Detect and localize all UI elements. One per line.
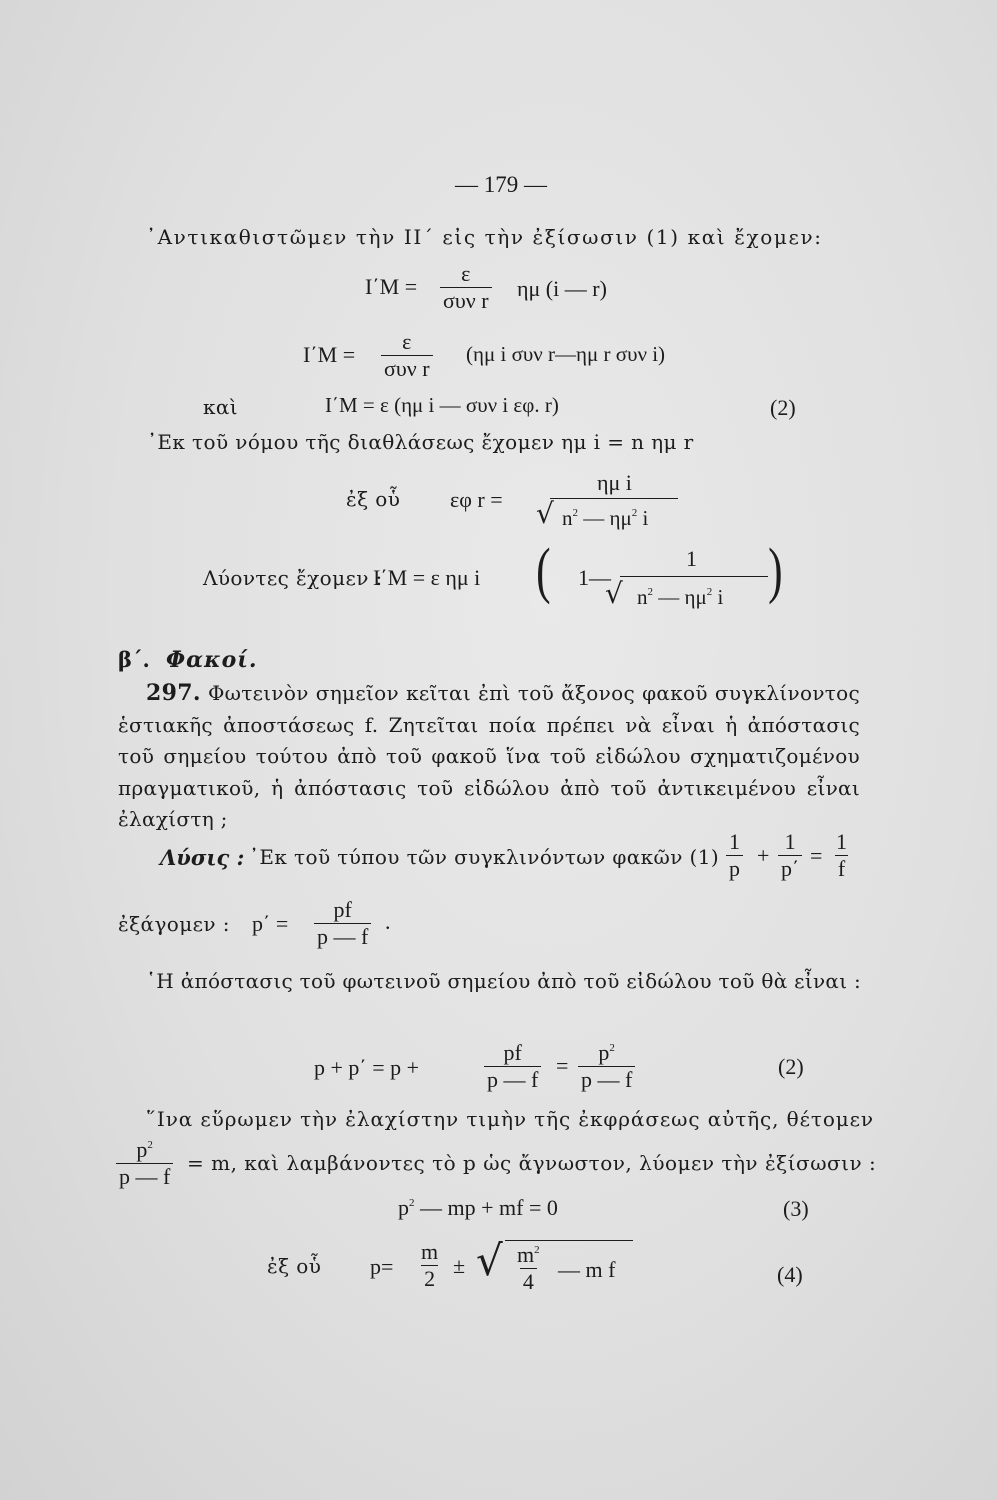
eq2-numerator: ε	[402, 329, 412, 354]
eq1-denominator: συν r	[440, 287, 492, 313]
sub-numerator: $p^2$	[136, 1137, 153, 1162]
page-number: — 179 —	[455, 172, 547, 197]
intro-text: ᾿Αντικαθιστῶμεν τὴν ΙΙ΄ εἰς τὴν ἐξίσωσιν (1) καὶ ἔχομεν:	[146, 225, 823, 249]
eq1-lhs: Ι΄Μ =	[365, 274, 418, 299]
sub-num-p: p	[136, 1137, 148, 1162]
final-number: (4)	[777, 1262, 803, 1287]
quadratic-number: (3)	[783, 1196, 809, 1221]
eq2-denominator: συν r	[381, 355, 433, 381]
left-paren-icon: (	[536, 537, 551, 605]
sub-denominator: p — f	[116, 1163, 173, 1189]
derive-dot: .	[385, 909, 391, 934]
final-rnum-m: m	[517, 1242, 535, 1267]
derive-lhs: p΄ =	[252, 911, 289, 936]
eq4-den-i: i	[642, 506, 649, 530]
lens-f2-den: p΄	[778, 855, 802, 881]
lens-f1-num: 1	[729, 829, 740, 854]
eq4-fraction-bar	[550, 498, 678, 499]
final-rest: — m f	[558, 1257, 616, 1282]
final-sqrt-bar	[505, 1240, 633, 1241]
eq1-numerator: ε	[461, 261, 471, 286]
sqrt-icon: √	[476, 1236, 503, 1285]
eq2-lhs: Ι΄Μ =	[303, 342, 356, 367]
derive-fraction	[314, 898, 371, 949]
lens-plus: +	[757, 843, 770, 868]
problem-text: Φωτεινὸν σημεῖον κεῖται ἐπὶ τοῦ ἄξονος φακοῦ συγκλίνοντος ἑστιακῆς ἀποστάσεως f. Ζητεῖται ποία πρέπει νὰ εἶναι ἡ ἀπόστασις τοῦ σημείου τούτου ἀπὸ τοῦ φακοῦ ἵνα τοῦ εἰδώλου σχηματιζομένου πραγματικοῦ, ἡ ἀπόστασις τοῦ εἰδώλου ἀπὸ τοῦ ἀντικειμένου εἶναι ἐλαχίστη ;	[118, 681, 860, 831]
eq5-label: Λύοντες ἔχομεν :	[203, 566, 383, 590]
derive-denominator: p — f	[314, 923, 371, 949]
sqrt-icon: √	[605, 577, 623, 610]
quadratic-equation: $p^2$ — mp + mf = 0	[398, 1195, 558, 1220]
minimum-text: ῞Ινα εὕρωμεν τὴν ἐλαχίστην τιμὴν τῆς ἐκφράσεως αὐτῆς, θέτομεν	[146, 1107, 874, 1131]
final-fraction-2	[514, 1243, 543, 1294]
problem-number: 297.	[146, 680, 201, 706]
final-fraction-1	[418, 1240, 441, 1291]
eq3-expression: Ι΄Μ = ε (ημ i — συν i εφ. r)	[325, 393, 559, 417]
eq6-equals: =	[556, 1053, 569, 1078]
lens-f2-num: 1	[784, 829, 796, 854]
eq5-denominator: $n^2$ — $\eta\mu^2$ i	[637, 585, 724, 609]
eq4-label: ἐξ οὗ	[346, 487, 401, 511]
eq5-den-i: i	[717, 585, 724, 609]
eq6-num1: pf	[503, 1040, 522, 1065]
eq6-fraction-1	[484, 1041, 541, 1092]
quadratic-p: p	[398, 1195, 409, 1220]
lens-equals: =	[810, 843, 823, 868]
lens-f3-num: 1	[836, 829, 847, 854]
section-title: Φακοί.	[166, 647, 258, 673]
section-letter: β΄.	[118, 647, 150, 672]
distance-paragraph: ῾Η ἀπόστασις τοῦ φωτεινοῦ σημείου ἀπὸ τοῦ εἰδώλου τοῦ θὰ εἶναι :	[146, 969, 862, 993]
problem-paragraph	[118, 678, 860, 836]
eq6-lhs: p + p΄ = p +	[314, 1055, 420, 1080]
eq3-number: (2)	[770, 395, 796, 420]
derive-numerator: pf	[333, 897, 352, 922]
final-lhs: p=	[370, 1254, 394, 1279]
eq5-one: 1—	[578, 565, 611, 590]
final-den: 2	[421, 1265, 438, 1291]
eq6-fraction-2	[578, 1041, 635, 1092]
solution-text: ᾿Εκ τοῦ τύπου τῶν συγκλινόντων φακῶν (1)	[249, 845, 720, 869]
lens-f3-den: f	[835, 855, 848, 881]
eq6-number: (2)	[778, 1054, 804, 1079]
final-rden: 4	[520, 1268, 537, 1294]
eq6-den2: p — f	[578, 1066, 635, 1092]
eq1-fraction	[440, 262, 492, 313]
eq6-num2-p: p	[598, 1040, 610, 1065]
lens-fraction-1	[726, 830, 743, 881]
right-paren-icon: )	[768, 537, 783, 605]
eq4-denominator: $n^2$ — $\eta\mu^2$ i	[562, 506, 649, 530]
solution-label: Λύσις :	[160, 845, 245, 870]
eq6-den1: p — f	[484, 1066, 541, 1092]
snell-law-text: ᾿Εκ τοῦ νόμου τῆς διαθλάσεως ἔχομεν ημ i = n ημ r	[147, 430, 694, 454]
eq6-num2: $p^2$	[598, 1040, 615, 1065]
lens-fraction-3	[833, 830, 850, 881]
final-rnum: $m^2$	[517, 1242, 540, 1267]
sub-fraction	[116, 1138, 173, 1189]
quadratic-rest: — mp + mf = 0	[414, 1195, 558, 1220]
eq5-den-n: n	[637, 585, 648, 609]
final-num: m	[421, 1239, 439, 1264]
eq4-den-sin: — ημ	[583, 506, 632, 530]
eq4-lhs: εφ r =	[450, 487, 503, 512]
eq5-den-sin: — ημ	[658, 585, 707, 609]
sqrt-icon: √	[536, 497, 554, 530]
derive-label: ἐξάγομεν :	[118, 912, 230, 936]
eq5-lhs: Ι΄Μ = ε ημ i	[373, 565, 481, 590]
eq2-fraction	[381, 330, 433, 381]
eq5-numerator: 1	[686, 546, 697, 571]
eq4-numerator: ημ i	[597, 470, 632, 495]
eq3-label: καὶ	[203, 395, 239, 419]
eq2-rhs: (ημ i συν r—ημ r συν i)	[466, 342, 666, 366]
eq1-rhs: ημ (i — r)	[517, 276, 607, 301]
final-plus-minus: ±	[453, 1253, 466, 1278]
lens-f1-den: p	[726, 855, 743, 881]
eq4-den-n: n	[562, 506, 573, 530]
final-label: ἐξ οὗ	[267, 1254, 322, 1278]
lens-fraction-2	[778, 830, 802, 881]
sub-rest: = m, καὶ λαμβάνοντες τὸ p ὡς ἄγνωστον, λύομεν τὴν ἐξίσωσιν :	[187, 1151, 877, 1175]
eq5-fraction-bar	[620, 576, 768, 577]
